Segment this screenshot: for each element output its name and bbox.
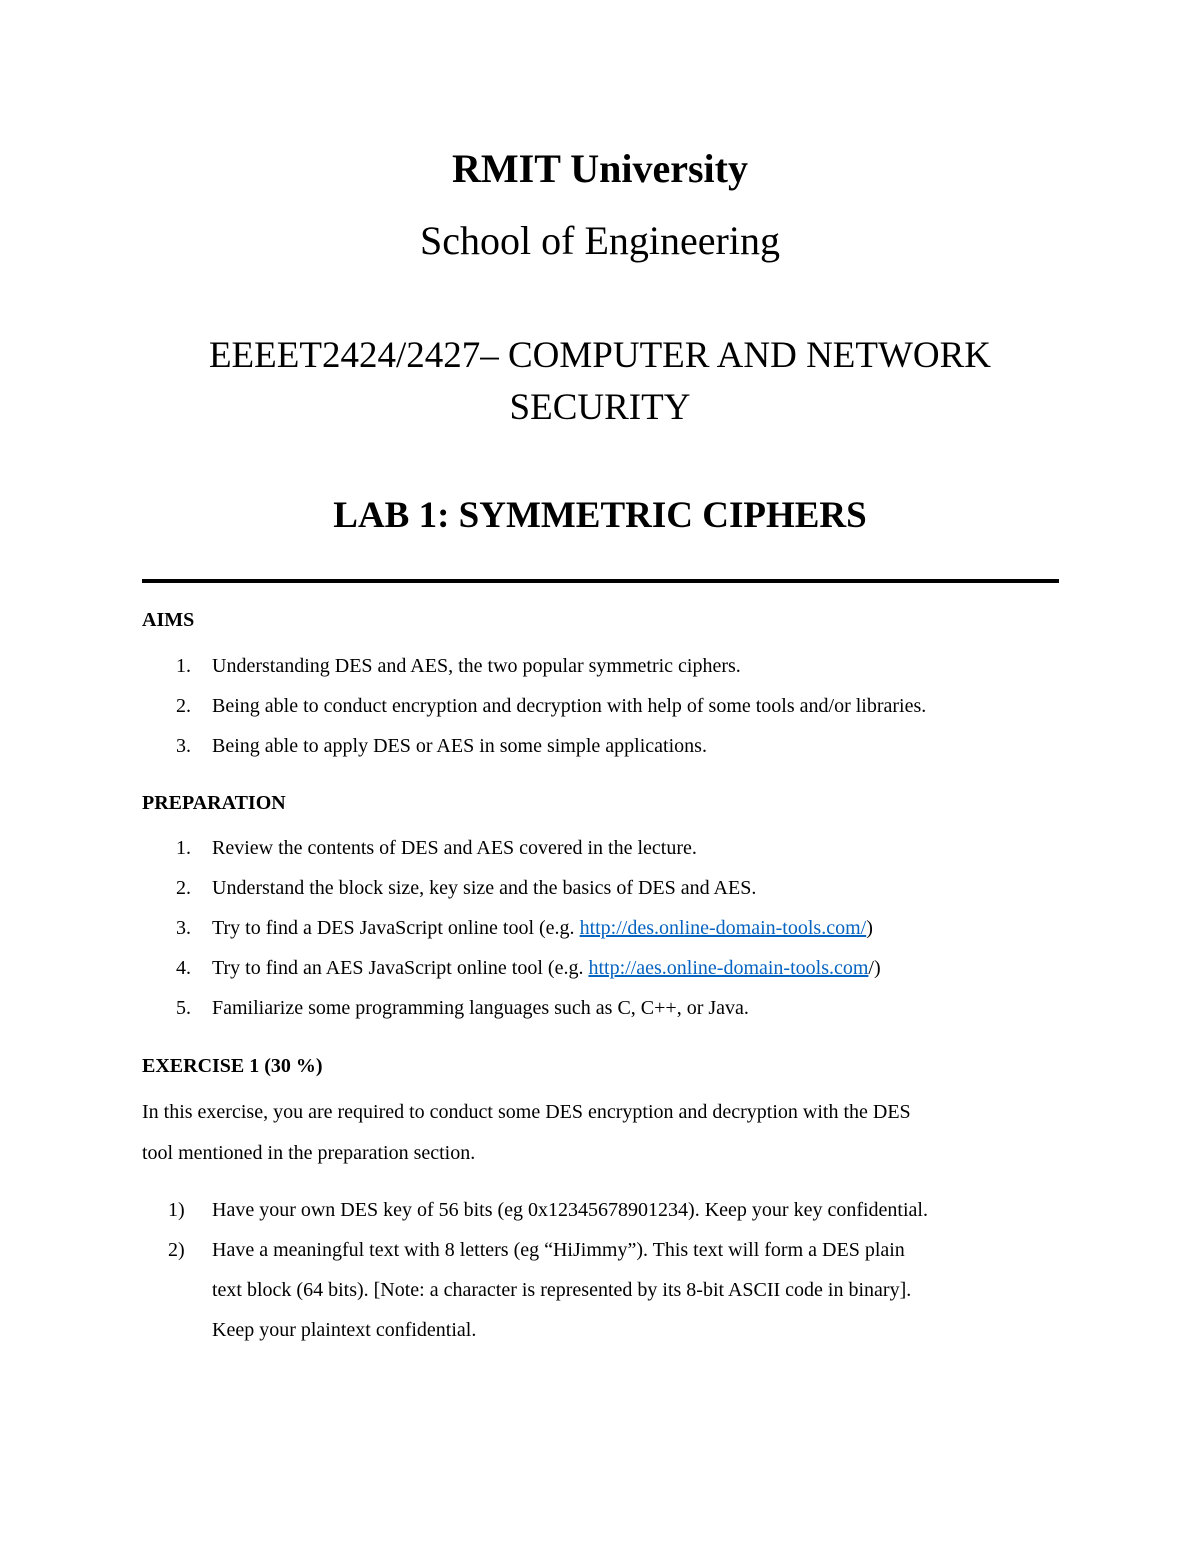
exercise1-intro-line-1: In this exercise, you are required to conduct some DES encryption and decryption with the DES [142, 1101, 911, 1123]
list-item-number: 5. [176, 997, 191, 1019]
exercise1-steps [142, 1190, 928, 1350]
list-item-text: Being able to conduct encryption and decryption with help of some tools and/or libraries. [212, 695, 927, 717]
step-text-line: Keep your plaintext confidential. [212, 1319, 477, 1341]
list-item-text [212, 908, 873, 948]
list-item-number: 1. [176, 655, 191, 677]
list-item-text-before: Try to find an AES JavaScript online tool (e.g. [212, 957, 589, 979]
list-item-text: Familiarize some programming languages such as C, C++, or Java. [212, 997, 749, 1019]
step-number: 2) [168, 1239, 185, 1261]
step-text-line: text block (64 bits). [Note: a character is represented by its 8-bit ASCII code in binary]. [212, 1279, 912, 1301]
list-item-text: Understand the block size, key size and the basics of DES and AES. [212, 877, 757, 899]
list-item-number: 2. [176, 695, 191, 717]
list-item-number: 4. [176, 957, 191, 979]
list-item-text-after: /) [868, 957, 881, 979]
des-tool-link[interactable]: http://des.online-domain-tools.com/ [579, 917, 867, 939]
aims-heading: AIMS [142, 609, 195, 631]
step-number: 1) [168, 1199, 185, 1221]
course-title-line-1: EEEET2424/2427– COMPUTER AND NETWORK [208, 335, 992, 376]
horizontal-rule [142, 579, 1059, 583]
list-item-text: Review the contents of DES and AES covered in the lecture. [212, 837, 697, 859]
exercise1-intro-line-2: tool mentioned in the preparation section. [142, 1142, 476, 1164]
step-text-line: Have your own DES key of 56 bits (eg 0x12345678901234). Keep your key confidential. [212, 1199, 928, 1221]
exercise1-heading: EXERCISE 1 (30 %) [142, 1055, 323, 1077]
step-text-line: Have a meaningful text with 8 letters (eg “HiJimmy”). This text will form a DES plain [212, 1239, 905, 1261]
exercise1-intro [142, 1092, 911, 1174]
list-item-text: Being able to apply DES or AES in some simple applications. [212, 735, 707, 757]
list-item [142, 1230, 928, 1350]
list-item-number: 3. [176, 735, 191, 757]
lab-title: LAB 1: SYMMETRIC CIPHERS [333, 495, 867, 536]
list-item-text-before: Try to find a DES JavaScript online tool (e.g. [212, 917, 580, 939]
list-item-text: Understanding DES and AES, the two popular symmetric ciphers. [212, 655, 741, 677]
list-item [142, 1190, 928, 1230]
preparation-heading: PREPARATION [142, 792, 286, 814]
course-title-line-2: SECURITY [509, 387, 691, 428]
list-item-number: 2. [176, 877, 191, 899]
aes-tool-link[interactable]: http://aes.online-domain-tools.com [588, 957, 869, 979]
list-item-text [212, 948, 881, 988]
list-item-text-after: ) [866, 917, 873, 939]
school-name: School of Engineering [420, 218, 780, 263]
list-item-number: 3. [176, 917, 191, 939]
list-item-number: 1. [176, 837, 191, 859]
university-name: RMIT University [452, 146, 748, 191]
course-title [0, 330, 1200, 434]
